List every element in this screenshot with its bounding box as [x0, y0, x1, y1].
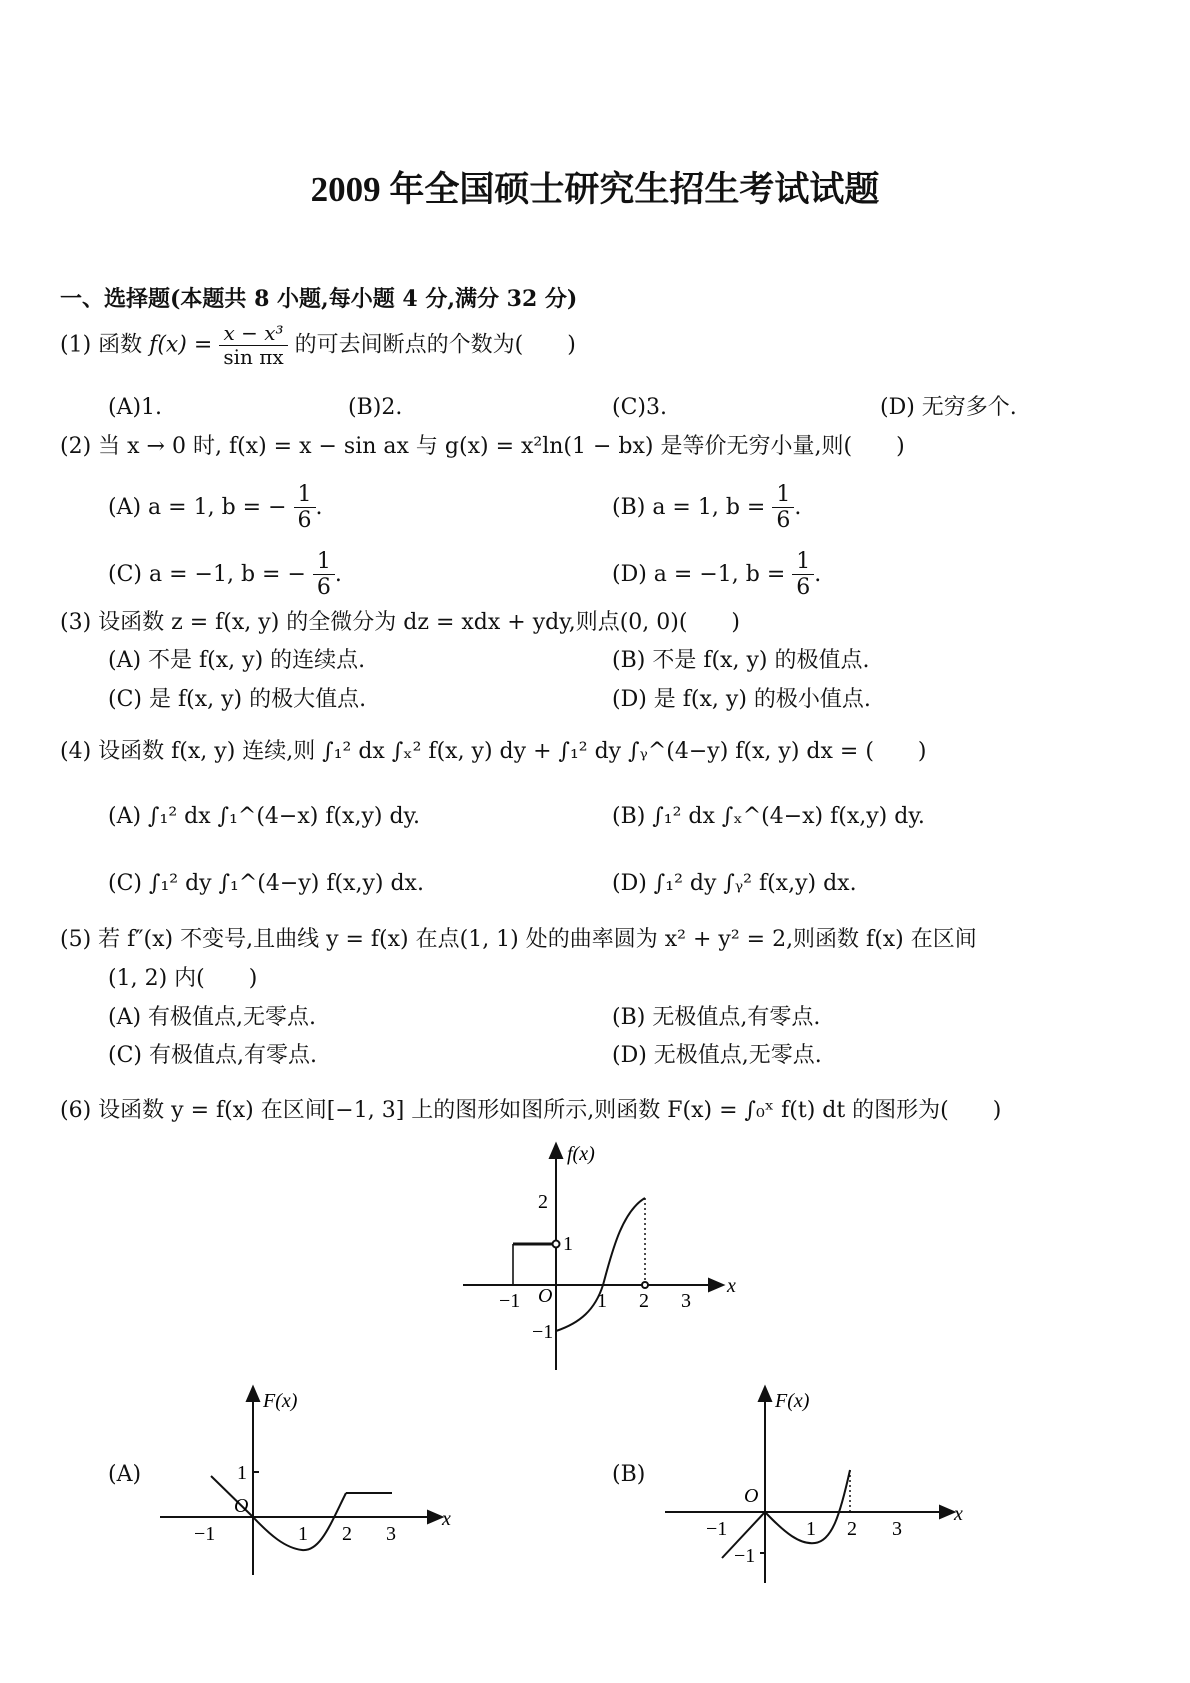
ytick-neg1: −1	[532, 1321, 554, 1343]
x-axis-arrow	[940, 1506, 954, 1518]
option-2b-end: .	[794, 494, 802, 520]
xtick-neg1: −1	[706, 1518, 728, 1540]
y-axis-arrow	[247, 1387, 259, 1401]
option-2c-fraction	[313, 549, 335, 601]
origin-label: O	[538, 1285, 553, 1307]
xtick-3: 3	[892, 1518, 902, 1540]
q1-function: f(x) =	[149, 332, 213, 358]
option-3a[interactable]: (A) 不是 f(x, y) 的连续点.	[108, 648, 366, 673]
xtick-1: 1	[298, 1523, 308, 1545]
option-4c[interactable]: (C) ∫₁² dy ∫₁^(4−y) f(x,y) dx.	[108, 871, 424, 896]
option-1d[interactable]: (D) 无穷多个.	[880, 395, 1017, 420]
x-axis-arrow	[709, 1279, 723, 1291]
question-5-stem-cont: (1, 2) 内( )	[108, 966, 258, 991]
option-2a-fraction	[294, 482, 316, 534]
option-4d[interactable]: (D) ∫₁² dy ∫ᵧ² f(x,y) dx.	[612, 871, 857, 896]
q1-fraction	[219, 322, 287, 369]
q1-denominator: sin πx	[223, 345, 284, 369]
option-5b[interactable]: (B) 无极值点,有零点.	[612, 1005, 821, 1030]
question-5-stem: (5) 若 f″(x) 不变号,且曲线 y = f(x) 在点(1, 1) 处的曲率圆为 x² + y² = 2,则函数 f(x) 在区间	[60, 927, 977, 952]
option-2a-text: (A) a = 1, b = −	[108, 494, 287, 520]
y-label: F(x)	[775, 1390, 810, 1412]
option-4a[interactable]: (A) ∫₁² dx ∫₁^(4−x) f(x,y) dy.	[108, 804, 421, 829]
xtick-neg1: −1	[194, 1523, 216, 1545]
option-2d[interactable]	[612, 549, 821, 601]
option-2b[interactable]	[612, 482, 801, 534]
open-point-0-1	[553, 1241, 560, 1248]
frac-den: 6	[316, 575, 331, 601]
option-4b[interactable]: (B) ∫₁² dx ∫ₓ^(4−x) f(x,y) dy.	[612, 804, 925, 829]
graph-f	[455, 1140, 755, 1380]
option-2c[interactable]	[108, 549, 342, 601]
x-label: x	[727, 1275, 736, 1297]
ytick-neg1: −1	[734, 1545, 756, 1567]
frac-num: 1	[792, 549, 814, 575]
frac-den: 6	[796, 575, 811, 601]
option-1a[interactable]: (A)1.	[108, 395, 163, 420]
frac-num: 1	[772, 482, 794, 508]
xtick-2: 2	[342, 1523, 352, 1545]
y-label: F(x)	[263, 1390, 298, 1412]
frac-den: 6	[297, 508, 312, 534]
frac-den: 6	[776, 508, 791, 534]
question-2-stem: (2) 当 x → 0 时, f(x) = x − sin ax 与 g(x) = x²ln(1 − bx) 是等价无穷小量,则( )	[60, 434, 905, 459]
question-3-stem: (3) 设函数 z = f(x, y) 的全微分为 dz = xdx + ydy,则点(0, 0)( )	[60, 610, 741, 635]
xtick-2: 2	[639, 1290, 649, 1312]
option-6b-label[interactable]: (B)	[612, 1462, 646, 1487]
page-title: 2009 年全国硕士研究生招生考试试题	[310, 170, 880, 209]
point-2-0	[642, 1282, 648, 1288]
xtick-1: 1	[597, 1290, 607, 1312]
option-2b-fraction	[772, 482, 794, 534]
ytick-1: 1	[563, 1233, 573, 1255]
option-5a[interactable]: (A) 有极值点,无零点.	[108, 1005, 317, 1030]
option-5d[interactable]: (D) 无极值点,无零点.	[612, 1043, 822, 1068]
option-3b[interactable]: (B) 不是 f(x, y) 的极值点.	[612, 648, 870, 673]
option-3c[interactable]: (C) 是 f(x, y) 的极大值点.	[108, 687, 367, 712]
q1-numerator: x − x³	[219, 322, 287, 346]
option-2d-text: (D) a = −1, b =	[612, 561, 786, 587]
x-label: x	[954, 1503, 963, 1525]
x-label: x	[442, 1508, 451, 1530]
frac-num: 1	[294, 482, 316, 508]
origin-label: O	[744, 1485, 759, 1507]
question-4-stem: (4) 设函数 f(x, y) 连续,则 ∫₁² dx ∫ₓ² f(x, y) dy + ∫₁² dy ∫ᵧ^(4−y) f(x, y) dx = ( )	[60, 739, 927, 764]
option-2b-text: (B) a = 1, b =	[612, 494, 766, 520]
option-2d-end: .	[814, 561, 822, 587]
y-axis-arrow	[550, 1144, 562, 1158]
xtick-3: 3	[386, 1523, 396, 1545]
question-1-stem	[60, 322, 576, 369]
x-axis-arrow	[428, 1511, 442, 1523]
option-2c-end: .	[334, 561, 342, 587]
section-header: 一、选择题(本题共 8 小题,每小题 4 分,满分 32 分)	[60, 286, 578, 312]
option-5c[interactable]: (C) 有极值点,有零点.	[108, 1043, 317, 1068]
option-1c[interactable]: (C)3.	[612, 395, 667, 420]
option-2c-text: (C) a = −1, b = −	[108, 561, 306, 587]
origin-label: O	[234, 1495, 249, 1517]
graph-option-a[interactable]	[150, 1375, 470, 1580]
xtick-3: 3	[681, 1290, 691, 1312]
frac-num: 1	[313, 549, 335, 575]
option-2d-fraction	[792, 549, 814, 601]
ytick-2: 2	[538, 1191, 548, 1213]
q1-tail: 的可去间断点的个数为( )	[294, 332, 576, 358]
y-label: f(x)	[567, 1143, 595, 1165]
xtick-1: 1	[806, 1518, 816, 1540]
ytick-1: 1	[237, 1462, 247, 1484]
option-2a[interactable]	[108, 482, 323, 534]
q1-label: (1) 函数	[60, 332, 143, 358]
option-1b[interactable]: (B)2.	[348, 395, 403, 420]
question-6-stem: (6) 设函数 y = f(x) 在区间[−1, 3] 上的图形如图所示,则函数 F(x) = ∫₀ˣ f(t) dt 的图形为( )	[60, 1098, 1002, 1123]
option-6a-label[interactable]: (A)	[108, 1462, 142, 1487]
xtick-2: 2	[847, 1518, 857, 1540]
y-axis-arrow	[759, 1387, 771, 1401]
option-2a-end: .	[315, 494, 323, 520]
option-3d[interactable]: (D) 是 f(x, y) 的极小值点.	[612, 687, 871, 712]
xtick-neg1: −1	[499, 1290, 521, 1312]
graph-option-b[interactable]	[660, 1375, 970, 1585]
